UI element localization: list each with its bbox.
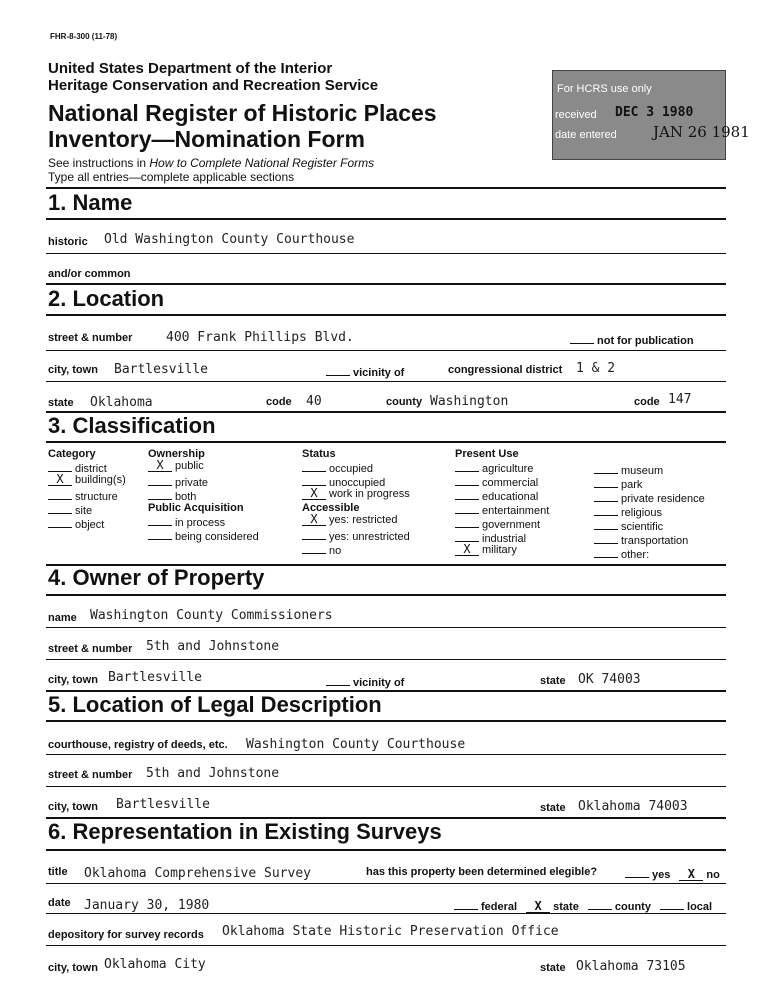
- survey-city-label: city, town: [48, 962, 98, 974]
- classification-option: [302, 474, 410, 488]
- owner-name-label: name: [48, 612, 77, 624]
- divider: [46, 381, 726, 382]
- section-3-heading: 3. Classification: [48, 413, 216, 438]
- service-title: Heritage Conservation and Recreation Service: [48, 77, 379, 94]
- divider: [46, 786, 726, 787]
- street-label: street & number: [48, 332, 133, 344]
- option-checkbox[interactable]: [48, 460, 72, 472]
- instructions-line-2: Type all entries—complete applicable sections: [48, 170, 295, 184]
- classification-option: [302, 460, 410, 474]
- option-label: transportation: [621, 535, 689, 547]
- owner-city-value[interactable]: Bartlesville: [108, 670, 202, 685]
- classification-option: [148, 474, 259, 488]
- option-checkbox[interactable]: [594, 504, 618, 516]
- present-use-column: [455, 448, 549, 558]
- legal-street-label: street & number: [48, 769, 133, 781]
- option-checkbox[interactable]: [594, 476, 618, 488]
- classification-option: [455, 474, 549, 488]
- legal-state-label: state: [540, 802, 566, 814]
- code-value[interactable]: 40: [306, 394, 322, 409]
- department-title: United States Department of the Interior: [48, 60, 333, 77]
- received-stamp: DEC 3 1980: [615, 105, 694, 120]
- eligible-question: has this property been determined elegible?: [366, 866, 598, 878]
- classification-option: [48, 516, 126, 530]
- classification-option: [594, 476, 705, 490]
- option-label: unoccupied: [329, 477, 386, 489]
- instructions-line: See instructions in How to Complete National Register Forms: [48, 156, 375, 170]
- classification-option: [594, 504, 705, 518]
- divider: [46, 849, 726, 851]
- option-checkbox[interactable]: [302, 528, 326, 540]
- owner-state-label: state: [540, 675, 566, 687]
- option-checkbox[interactable]: [455, 516, 479, 528]
- option-label: yes: restricted: [329, 514, 398, 526]
- option-checkbox[interactable]: [455, 474, 479, 486]
- divider: [46, 627, 726, 628]
- classification-option: [48, 474, 126, 488]
- classification-option: [594, 462, 705, 476]
- option-checkbox[interactable]: [302, 474, 326, 486]
- divider: [46, 283, 726, 285]
- section-6-heading: 6. Representation in Existing Surveys: [48, 819, 442, 844]
- courthouse-label: courthouse, registry of deeds, etc.: [48, 739, 228, 751]
- option-checkbox[interactable]: [455, 488, 479, 500]
- divider: [46, 883, 726, 884]
- option-checkbox[interactable]: [594, 532, 618, 544]
- option-checkbox[interactable]: X: [302, 514, 326, 526]
- eligible-no-mark[interactable]: X: [679, 869, 703, 881]
- city-value[interactable]: Bartlesville: [114, 362, 208, 377]
- owner-name-value[interactable]: Washington County Commissioners: [90, 608, 333, 623]
- eligible-options: yes X no: [625, 866, 720, 881]
- option-label: private: [175, 477, 209, 489]
- option-checkbox[interactable]: X: [302, 488, 326, 500]
- option-checkbox[interactable]: [148, 474, 172, 486]
- option-label: agriculture: [482, 463, 534, 475]
- classification-option: [455, 502, 549, 516]
- option-label: site: [75, 505, 93, 517]
- option-label: scientific: [621, 521, 664, 533]
- option-checkbox[interactable]: [148, 528, 172, 540]
- classification-option: [594, 546, 705, 560]
- option-label: educational: [482, 491, 539, 503]
- classification-option: [148, 514, 259, 528]
- category-heading: Category: [48, 448, 96, 460]
- classification-option: [302, 514, 410, 528]
- form-id: FHR-8-300 (11-78): [50, 32, 118, 41]
- classification-option: [302, 542, 410, 556]
- owner-street-value[interactable]: 5th and Johnstone: [146, 639, 280, 654]
- option-checkbox[interactable]: [594, 490, 618, 502]
- not-for-publication: not for publication: [570, 332, 694, 347]
- divider: [46, 314, 726, 316]
- option-label: commercial: [482, 477, 539, 489]
- city-label: city, town: [48, 364, 98, 376]
- received-label: received: [555, 109, 597, 121]
- legal-state-value[interactable]: Oklahoma 74003: [578, 799, 688, 814]
- option-checkbox[interactable]: [455, 530, 479, 542]
- owner-city-label: city, town: [48, 674, 98, 686]
- vicinity-of: vicinity of: [326, 364, 404, 379]
- option-checkbox[interactable]: [594, 518, 618, 530]
- survey-city-value[interactable]: Oklahoma City: [104, 957, 206, 972]
- option-label: park: [621, 479, 643, 491]
- divider: [46, 945, 726, 946]
- classification-option: [455, 460, 549, 474]
- survey-state-label: state: [540, 962, 566, 974]
- option-label: religious: [621, 507, 662, 519]
- congressional-district-label: congressional district: [448, 364, 563, 376]
- divider: [46, 659, 726, 660]
- option-checkbox[interactable]: [48, 502, 72, 514]
- divider: [46, 350, 726, 351]
- option-checkbox[interactable]: [455, 460, 479, 472]
- divider: [46, 187, 726, 189]
- classification-option: [48, 488, 126, 502]
- classification-option: [148, 488, 259, 502]
- option-checkbox[interactable]: [148, 514, 172, 526]
- survey-date-label: date: [48, 897, 71, 909]
- section-5-heading: 5. Location of Legal Description: [48, 692, 382, 717]
- courthouse-value[interactable]: Washington County Courthouse: [246, 737, 466, 752]
- option-label: public: [175, 460, 204, 472]
- status-column: [302, 448, 410, 556]
- classification-option: [455, 544, 549, 558]
- option-label: no: [329, 545, 342, 557]
- divider: [46, 720, 726, 722]
- option-label: military: [482, 544, 517, 556]
- survey-date-value[interactable]: January 30, 1980: [84, 898, 210, 913]
- present-use-heading: Present Use: [455, 448, 519, 460]
- classification-option: [455, 516, 549, 530]
- classification-option: [594, 518, 705, 532]
- date-entered-label: date entered: [555, 129, 617, 141]
- option-label: district: [75, 463, 107, 475]
- classification-option: [48, 502, 126, 516]
- option-label: government: [482, 519, 541, 531]
- county-label: county: [386, 396, 423, 408]
- classification-option: [302, 488, 410, 502]
- state-label: state: [48, 397, 74, 409]
- legal-street-value[interactable]: 5th and Johnstone: [146, 766, 280, 781]
- divider: [46, 253, 726, 254]
- option-checkbox[interactable]: [48, 516, 72, 528]
- acquisition-heading: Public Acquisition: [148, 502, 244, 514]
- option-label: work in progress: [329, 488, 410, 500]
- option-checkbox[interactable]: [594, 546, 618, 558]
- section-4-heading: 4. Owner of Property: [48, 565, 265, 590]
- option-label: occupied: [329, 463, 374, 475]
- option-checkbox[interactable]: X: [455, 544, 479, 556]
- option-label: other:: [621, 549, 650, 561]
- historic-label: historic: [48, 236, 88, 248]
- option-checkbox[interactable]: [455, 502, 479, 514]
- date-entered-stamp: JAN 26 1981: [653, 123, 750, 141]
- classification-option: [148, 528, 259, 542]
- divider: [46, 441, 726, 443]
- code-label: code: [266, 396, 292, 408]
- classification-option: [302, 528, 410, 542]
- depository-label: depository for survey records: [48, 929, 204, 941]
- ownership-column: [148, 448, 259, 542]
- option-label: structure: [75, 491, 118, 503]
- option-checkbox[interactable]: [302, 542, 326, 554]
- street-value[interactable]: 400 Frank Phillips Blvd.: [166, 330, 354, 345]
- owner-street-label: street & number: [48, 643, 133, 655]
- option-label: object: [75, 519, 105, 531]
- congressional-district-value[interactable]: 1 & 2: [576, 361, 616, 376]
- local-mark[interactable]: [660, 898, 684, 910]
- option-label: being considered: [175, 531, 259, 543]
- owner-state-value[interactable]: OK 74003: [578, 672, 641, 687]
- option-label: building(s): [75, 474, 126, 486]
- classification-option: [594, 532, 705, 546]
- owner-vicinity: vicinity of: [326, 674, 404, 689]
- common-label: and/or common: [48, 268, 131, 280]
- survey-state-value[interactable]: Oklahoma 73105: [576, 959, 686, 974]
- option-label: entertainment: [482, 505, 550, 517]
- option-label: yes: unrestricted: [329, 531, 410, 543]
- stamp-heading: For HCRS use only: [557, 83, 652, 95]
- option-checkbox[interactable]: [48, 488, 72, 500]
- historic-value[interactable]: Old Washington County Courthouse: [104, 232, 355, 247]
- option-checkbox[interactable]: [148, 488, 172, 500]
- survey-level-options: federal X state county local: [454, 898, 712, 913]
- county-code-value[interactable]: 147: [668, 392, 692, 407]
- depository-value[interactable]: Oklahoma State Historic Preservation Office: [222, 924, 559, 939]
- status-heading: Status: [302, 448, 336, 460]
- option-checkbox[interactable]: X: [48, 474, 72, 486]
- divider: [46, 754, 726, 755]
- legal-city-label: city, town: [48, 801, 98, 813]
- divider: [46, 218, 726, 220]
- federal-mark[interactable]: [454, 898, 478, 910]
- county-mark[interactable]: [588, 898, 612, 910]
- option-checkbox[interactable]: X: [148, 460, 172, 472]
- accessible-heading: Accessible: [302, 502, 360, 514]
- county-code-label: code: [634, 396, 660, 408]
- option-label: both: [175, 491, 197, 503]
- state-value[interactable]: Oklahoma: [90, 395, 153, 410]
- option-label: private residence: [621, 493, 705, 505]
- survey-title-value[interactable]: Oklahoma Comprehensive Survey: [84, 866, 311, 881]
- option-checkbox[interactable]: [302, 460, 326, 472]
- county-value[interactable]: Washington: [430, 394, 509, 409]
- option-label: in process: [175, 517, 226, 529]
- section-1-heading: 1. Name: [48, 190, 133, 215]
- state-mark[interactable]: X: [526, 901, 550, 913]
- classification-option: [455, 488, 549, 502]
- survey-title-label: title: [48, 866, 68, 878]
- form-title-1: National Register of Historic Places: [48, 100, 437, 126]
- classification-option: [148, 460, 259, 474]
- option-label: museum: [621, 465, 664, 477]
- ownership-heading: Ownership: [148, 448, 205, 460]
- divider: [46, 594, 726, 596]
- form-title-2: Inventory—Nomination Form: [48, 126, 365, 152]
- present-use-column-2: [594, 462, 705, 560]
- option-label: industrial: [482, 533, 527, 545]
- legal-city-value[interactable]: Bartlesville: [116, 797, 210, 812]
- eligible-yes-mark[interactable]: [625, 866, 649, 878]
- section-2-heading: 2. Location: [48, 286, 165, 311]
- category-column: [48, 448, 126, 530]
- classification-option: [594, 490, 705, 504]
- divider: [46, 913, 726, 914]
- hcrs-use-stamp: [552, 70, 750, 160]
- option-checkbox[interactable]: [594, 462, 618, 474]
